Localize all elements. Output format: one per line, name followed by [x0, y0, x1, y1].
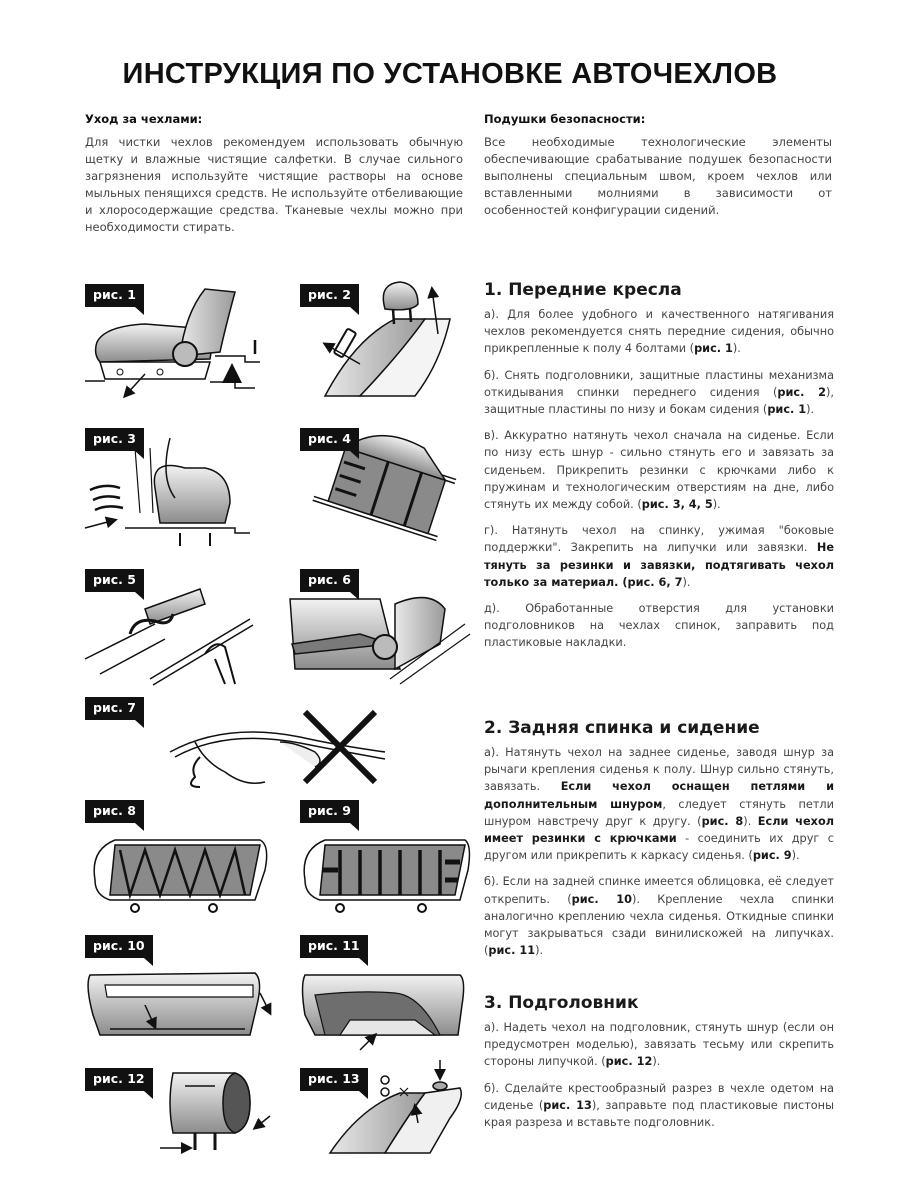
figure-label: рис. 3	[85, 428, 144, 451]
figure-7	[85, 697, 405, 792]
text-run: в). Аккуратно натянуть чехол сначала на сиденье. Если по низу есть шнур - сильно стянуть его и завязать за сиденьем. Прикрепить резинки с крючками либо к пружинам и технологическим отверстиям на дне, либо стянуть их между собой. (	[484, 429, 834, 512]
figure-label: рис. 9	[300, 800, 359, 823]
text-run: ).	[732, 342, 741, 356]
figure-label: рис. 2	[300, 284, 359, 307]
text-run: ).	[806, 403, 815, 417]
airbags-block	[484, 112, 832, 219]
figure-8	[85, 800, 275, 920]
page-title: ИНСТРУКЦИЯ ПО УСТАНОВКЕ АВТОЧЕХЛОВ	[122, 58, 778, 90]
bold-run: рис. 9	[752, 849, 792, 863]
text-run: а). Натянуть чехол на заднее сиденье, заводя шнур за рычаги крепления сиденья к полу. Шнур сильно стянуть, завязать.	[484, 746, 834, 794]
figure-5	[85, 569, 275, 684]
section-paragraphs	[484, 744, 834, 959]
section-heading: 3. Подголовник	[484, 993, 639, 1013]
bold-run: Если чехол имеет резинки с крючками	[484, 814, 834, 846]
care-block	[85, 112, 463, 236]
bold-run: рис. 1	[694, 342, 733, 356]
text-run: ).	[682, 575, 691, 589]
text-run: - соединить их друг с другом или прикрепить к каркасу сиденья. (	[484, 832, 834, 863]
text-run: а). Надеть чехол на подголовник, стянуть шнур (если он предусмотрен моделью), завязать тесьму или скрепить стороны липучкой. (	[484, 1021, 834, 1069]
instruction-paragraph	[484, 1019, 834, 1071]
text-run: д). Обработанные отверстия для установки подголовников на чехлах спинок, заправить под пластиковые накладки.	[484, 602, 834, 650]
text-run: ), заправьте под пластиковые пистоны края разреза и вставьте подголовник.	[484, 1098, 834, 1130]
bold-run: Не тянуть за резинки и завязки, подтягивать чехол только за материал. (рис. 6, 7	[484, 541, 834, 589]
airbags-heading: Подушки безопасности:	[484, 112, 646, 126]
instruction-paragraph	[484, 744, 834, 864]
figure-label: рис. 12	[85, 1068, 153, 1091]
care-text: Для чистки чехлов рекомендуем использовать обычную щетку и влажные чистящие салфетки. В случае сильного загрязнения используйте чистящие растворы на основе мыльных пенящихся средств. Не используйте отбеливающие и хлоросодержащие средства. Тканевые чехлы можно при необходимости стирать.	[85, 135, 463, 234]
figure-4	[300, 428, 470, 548]
figure-label: рис. 7	[85, 697, 144, 720]
bold-run: рис. 2	[777, 385, 826, 399]
section-heading: 2. Задняя спинка и сидение	[484, 718, 760, 738]
instruction-paragraph	[484, 873, 834, 959]
text-run: г). Натянуть чехол на спинку, ужимая "боковые поддержки". Закрепить на липучки или завязки.	[484, 524, 834, 555]
figure-10	[85, 935, 275, 1040]
instruction-paragraph	[484, 367, 834, 419]
figure-1	[85, 284, 275, 399]
text-run: ).	[743, 814, 758, 828]
text-run: ).	[791, 849, 800, 863]
bold-run: рис. 3, 4, 5	[641, 498, 713, 512]
bold-run: рис. 12	[605, 1055, 653, 1069]
figure-2	[300, 284, 470, 399]
figure-6	[300, 569, 470, 684]
bold-run: рис. 13	[543, 1098, 592, 1112]
figure-label: рис. 11	[300, 935, 368, 958]
airbags-text: Все необходимые технологические элементы обеспечивающие срабатывание подушек безопасности выполнены специальным швом, кроем чехлов или вставленными молниями в зависимости от особенностей конфигурации сидений.	[484, 135, 832, 217]
text-run: ), защитные пластины по низу и бокам сидения (	[484, 385, 834, 417]
figure-13	[300, 1068, 470, 1148]
instruction-paragraph	[484, 306, 834, 358]
bold-run: Если чехол оснащен петлями и дополнительным шнуром	[484, 780, 834, 811]
bold-run: рис. 8	[701, 814, 744, 828]
section-front-seats	[484, 280, 834, 661]
section-heading: 1. Передние кресла	[484, 280, 682, 300]
figure-label: рис. 10	[85, 935, 153, 958]
figure-label: рис. 6	[300, 569, 359, 592]
instruction-paragraph	[484, 427, 834, 513]
section-paragraphs	[484, 1019, 834, 1131]
figure-label: рис. 4	[300, 428, 359, 451]
text-run: б). Снять подголовники, защитные пластины механизма откидывания спинки переднего сидения (	[484, 368, 834, 399]
text-run: а). Для более удобного и качественного натягивания чехлов рекомендуется снять передние сидения, обычно прикрепленные к полу 4 болтами (	[484, 308, 834, 356]
section-headrest	[484, 993, 834, 1140]
figure-label: рис. 13	[300, 1068, 368, 1091]
text-run: ).	[652, 1055, 661, 1069]
figure-3	[85, 428, 275, 548]
figure-label: рис. 5	[85, 569, 144, 592]
figure-9	[300, 800, 470, 920]
figure-label: рис. 8	[85, 800, 144, 823]
figure-12	[85, 1068, 275, 1148]
section-rear-seat	[484, 718, 834, 968]
bold-run: рис. 1	[767, 403, 807, 417]
instruction-paragraph	[484, 1080, 834, 1132]
text-run: , следует стянуть петли шнуром навстречу друг к другу. (	[484, 797, 834, 828]
instruction-paragraph	[484, 522, 834, 591]
bold-run: рис. 11	[488, 944, 536, 958]
figure-11	[300, 935, 470, 1040]
text-run: ).	[535, 944, 544, 958]
figure-label: рис. 1	[85, 284, 144, 307]
text-run: ).	[712, 498, 721, 512]
care-heading: Уход за чехлами:	[85, 112, 203, 126]
section-paragraphs	[484, 306, 834, 652]
text-run: ). Крепление чехла спинки аналогично креплению чехла сиденья. Откидные спинки могут закрываться сзади винилискожей на липучках. (	[484, 892, 834, 958]
instruction-paragraph	[484, 600, 834, 652]
text-run: б). Сделайте крестообразный разрез в чехле одетом на сиденье (	[484, 1081, 834, 1112]
bold-run: рис. 10	[571, 892, 632, 906]
text-run: б). Если на задней спинке имеется облицовка, её следует открепить. (	[484, 875, 834, 906]
